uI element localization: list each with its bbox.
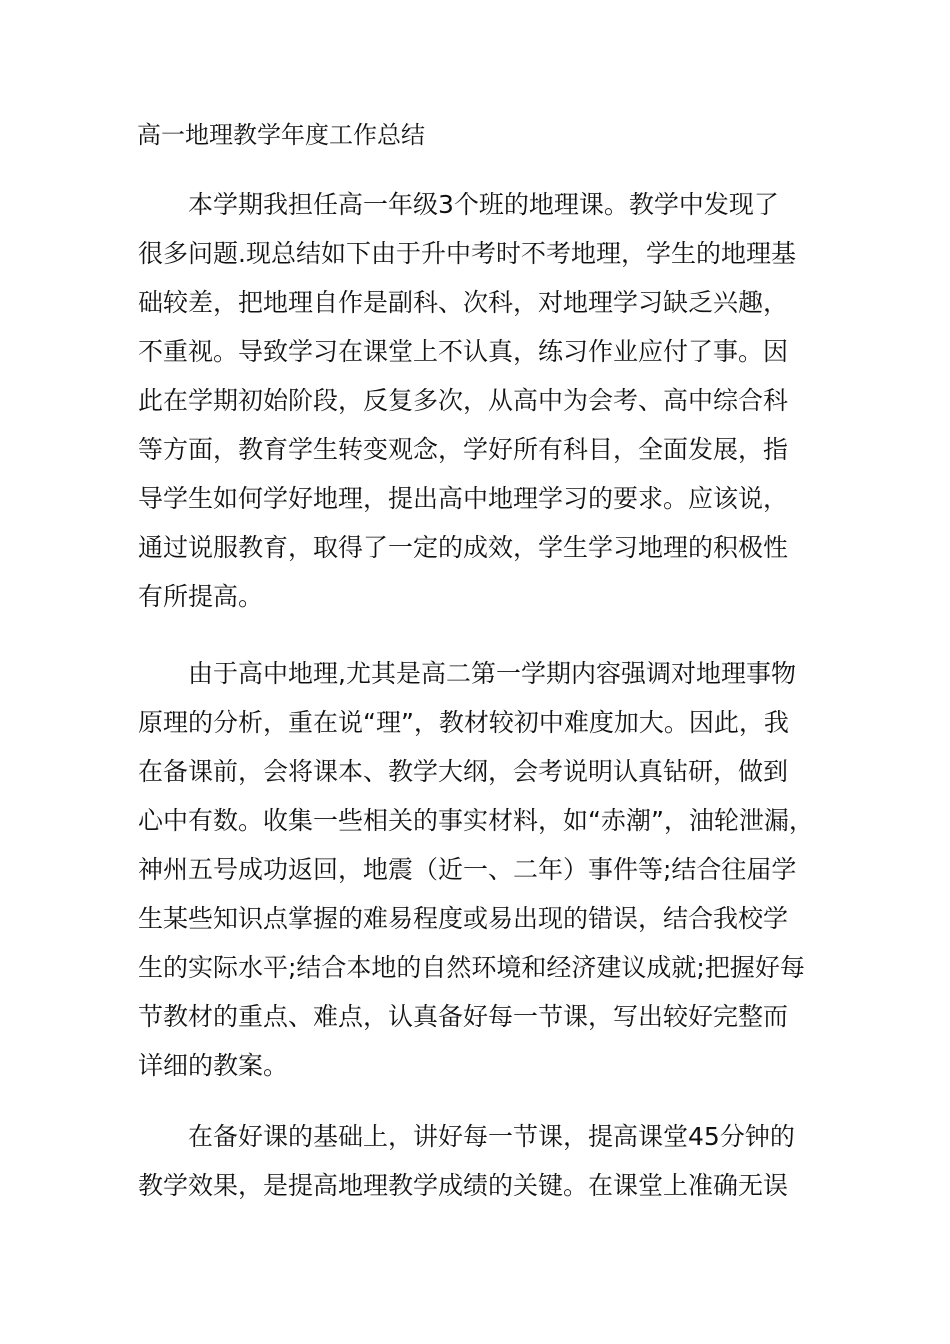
text-line: 原理的分析，重在说“理”，教材较初中难度加大。因此，我 [138, 708, 789, 737]
text-line: 节教材的重点、难点，认真备好每一节课，写出较好完整而 [138, 1002, 789, 1031]
text-line: 在备课前，会将课本、教学大纲，会考说明认真钻研，做到 [138, 757, 789, 786]
text-line: 在备好课的基础上，讲好每一节课，提高课堂45分钟的 [138, 1122, 795, 1151]
text-line: 生的实际水平;结合本地的自然环境和经济建议成就;把握好每 [138, 953, 805, 982]
text-line: 导学生如何学好地理，提出高中地理学习的要求。应该说， [138, 484, 789, 513]
document-title: 高一地理教学年度工作总结 [137, 121, 425, 149]
text-line: 详细的教案。 [138, 1051, 289, 1080]
text-line: 由于高中地理,尤其是高二第一学期内容强调对地理事物 [138, 659, 796, 688]
text-line: 通过说服教育，取得了一定的成效，学生学习地理的积极性 [138, 533, 789, 562]
text-line: 神州五号成功返回，地震（近一、二年）事件等;结合往届学 [138, 855, 797, 884]
text-line: 生某些知识点掌握的难易程度或易出现的错误，结合我校学 [138, 904, 789, 933]
text-line: 教学效果，是提高地理教学成绩的关键。在课堂上准确无误 [138, 1171, 789, 1200]
text-line: 不重视。导致学习在课堂上不认真，练习作业应付了事。因 [138, 337, 789, 366]
text-line: 有所提高。 [138, 582, 264, 611]
text-line: 本学期我担任高一年级3个班的地理课。教学中发现了 [138, 190, 779, 219]
text-line: 等方面，教育学生转变观念，学好所有科目，全面发展，指 [138, 435, 789, 464]
text-line: 础较差，把地理自作是副科、次科，对地理学习缺乏兴趣， [138, 288, 789, 317]
text-line: 很多问题.现总结如下由于升中考时不考地理，学生的地理基 [138, 239, 796, 268]
text-line: 心中有数。收集一些相关的事实材料，如“赤潮”，油轮泄漏， [138, 806, 814, 835]
text-line: 此在学期初始阶段，反复多次，从高中为会考、高中综合科 [138, 386, 789, 415]
